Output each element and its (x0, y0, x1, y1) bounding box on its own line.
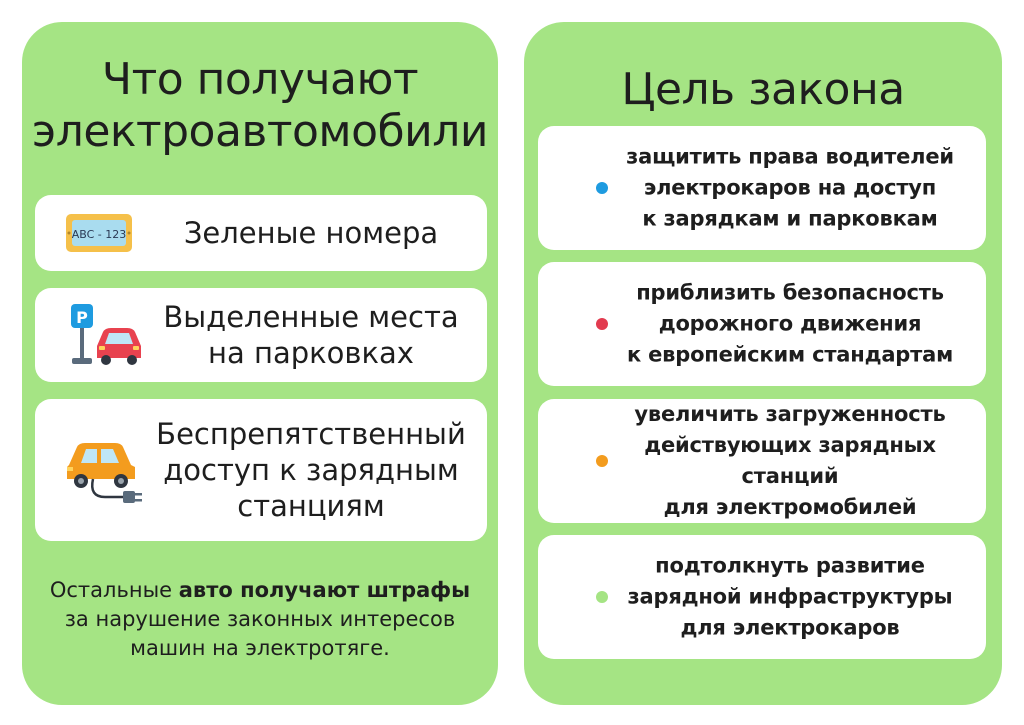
fines-note-line2: за нарушение законных интересов (64, 607, 456, 631)
fines-note-bold: авто получают штрафы (178, 578, 471, 602)
bullet-dot-green (596, 591, 608, 603)
parking-car-icon (61, 302, 145, 368)
charging-car-icon (63, 435, 145, 507)
goal-item-1-line2: электрокаров на доступ (643, 175, 937, 200)
card-charging (35, 399, 487, 541)
svg-text:P: P (76, 308, 88, 327)
card-charging-text (145, 416, 477, 524)
card-parking-line1: Выделенные места (163, 300, 459, 334)
left-title-line1: Что получают (101, 54, 419, 105)
right-panel-title: Цель закона (621, 64, 905, 115)
goal-item-3-line1: увеличить загруженность (634, 402, 946, 426)
goal-item-3-line3: для электромобилей (663, 495, 917, 519)
bullet-dot-orange (596, 455, 608, 467)
card-green-plates-text: Зеленые номера (183, 216, 439, 250)
fines-note-line1 (22, 576, 498, 605)
card-parking-line2: на парковках (208, 336, 414, 370)
right-panel (524, 22, 1002, 705)
goal-item-1 (538, 126, 986, 250)
goal-item-1-line3: к зарядкам и парковкам (642, 206, 938, 231)
left-panel-title (22, 54, 498, 158)
bullet-dot-blue (596, 182, 608, 194)
goal-item-2-line2: дорожного движения (658, 311, 922, 336)
card-parking-text (145, 299, 477, 371)
goal-item-1-text (608, 142, 972, 235)
card-charging-line1: Беспрепятственный (156, 417, 466, 451)
card-parking (35, 288, 487, 382)
fines-note-part1: Остальные (49, 578, 179, 602)
goal-item-2-text (608, 278, 972, 371)
card-charging-line2: доступ к зарядным (163, 453, 459, 487)
card-green-plates (35, 195, 487, 271)
goal-item-2-line3: к европейским стандартам (626, 342, 954, 367)
goal-item-2 (538, 262, 986, 386)
left-title-line2: электроавтомобили (32, 106, 488, 157)
goal-item-4-line1: подтолкнуть развитие (655, 553, 925, 578)
card-charging-line3: станциям (237, 489, 385, 523)
goal-item-3 (538, 399, 986, 523)
license-plate-icon (65, 213, 133, 253)
left-panel (22, 22, 498, 705)
goal-item-3-text (608, 399, 972, 523)
fines-note (22, 576, 498, 663)
goal-item-3-line2: действующих зарядных станций (644, 433, 936, 488)
goal-item-4 (538, 535, 986, 659)
goal-item-4-line2: зарядной инфраструктуры (627, 584, 953, 609)
goal-item-2-line1: приблизить безопасность (636, 280, 944, 305)
plate-text: ABC - 123 (71, 228, 127, 241)
goal-item-4-text (608, 551, 972, 644)
fines-note-line3: машин на электротяге. (130, 636, 390, 660)
goal-item-4-line3: для электрокаров (680, 615, 900, 640)
bullet-dot-red (596, 318, 608, 330)
goal-item-1-line1: защитить права водителей (626, 144, 954, 169)
